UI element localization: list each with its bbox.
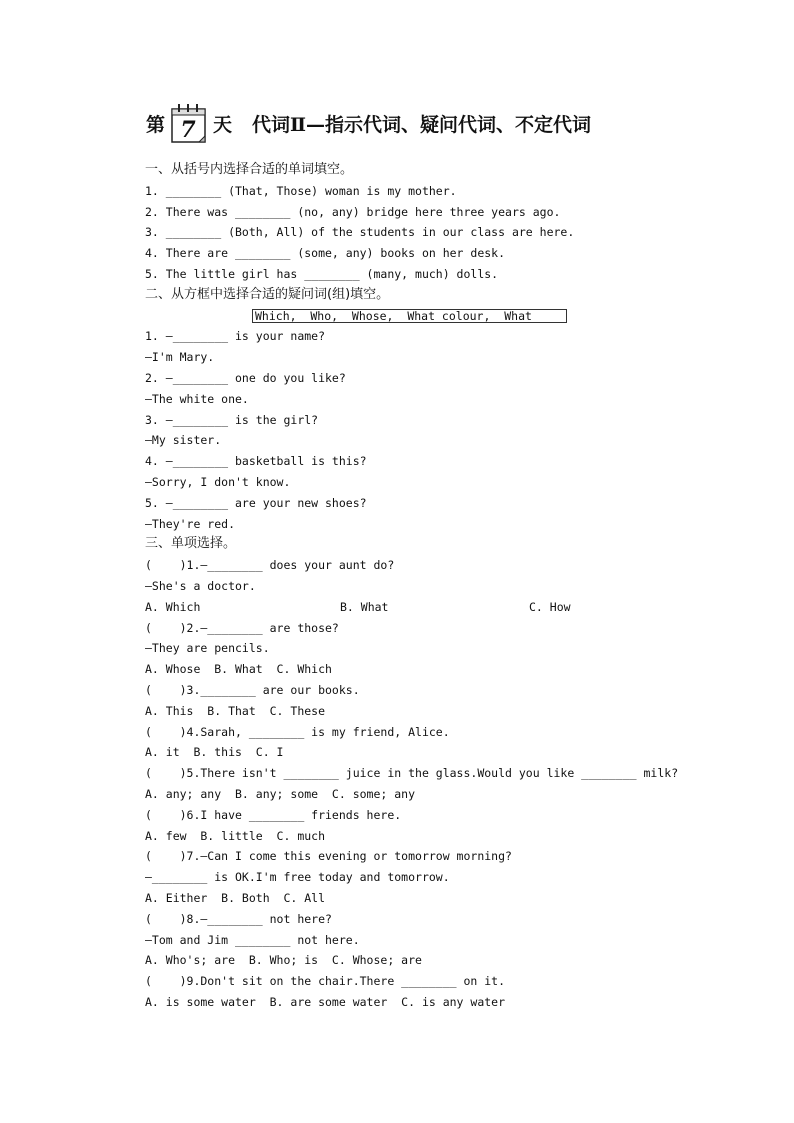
list-item: —I'm Mary. xyxy=(145,350,215,364)
list-item: 1. —________ is your name? xyxy=(145,329,326,343)
list-item: A. Whose B. What C. Which xyxy=(145,662,332,676)
list-item: 3. —________ is the girl? xyxy=(145,413,319,427)
list-item: ( )6.I have ________ friends here. xyxy=(145,808,402,822)
list-item: A. Who's; are B. Who; is C. Whose; are xyxy=(145,953,422,967)
list-item: 2. —________ one do you like? xyxy=(145,371,346,385)
list-item: 4. There are ________ (some, any) books on her desk. xyxy=(145,246,506,260)
question-answer: —She's a doctor. xyxy=(145,579,256,593)
list-item: —My sister. xyxy=(145,433,222,447)
list-item: A. Either B. Both C. All xyxy=(145,891,326,905)
list-item: 4. —________ basketball is this? xyxy=(145,454,367,468)
list-item: ( )2.—________ are those? xyxy=(145,621,339,635)
word-options-box: Which, Who, Whose, What colour, What xyxy=(252,309,567,323)
list-item: ( )3.________ are our books. xyxy=(145,683,360,697)
list-item: 5. The little girl has ________ (many, much) dolls. xyxy=(145,267,499,281)
list-item: A. any; any B. any; some C. some; any xyxy=(145,787,416,801)
title-prefix: 第 xyxy=(146,113,166,136)
title-topic: 代词Ⅱ—指示代词、疑问代词、不定代词 xyxy=(252,113,592,136)
list-item: ( )5.There isn't ________ juice in the glass.Would you like ________ milk? xyxy=(145,766,679,780)
list-item: —The white one. xyxy=(145,392,249,406)
list-item: 1. ________ (That, Those) woman is my mother. xyxy=(145,184,457,198)
question-stem: ( )1.—________ does your aunt do? xyxy=(145,558,395,572)
list-item: —They're red. xyxy=(145,517,236,531)
list-item: 5. —________ are your new shoes? xyxy=(145,496,367,510)
list-item: —Sorry, I don't know. xyxy=(145,475,291,489)
list-item: A. it B. this C. I xyxy=(145,745,284,759)
list-item: —________ is OK.I'm free today and tomorrow. xyxy=(145,870,450,884)
list-item: —Tom and Jim ________ not here. xyxy=(145,933,360,947)
list-item: A. This B. That C. These xyxy=(145,704,326,718)
section1-heading: 一、从括号内选择合适的单词填空。 xyxy=(145,162,354,177)
option-c: C. How xyxy=(529,600,571,614)
section2-heading: 二、从方框中选择合适的疑问词(组)填空。 xyxy=(145,287,390,302)
list-item: ( )9.Don't sit on the chair.There ________ on it. xyxy=(145,974,506,988)
list-item: ( )7.—Can I come this evening or tomorrow morning? xyxy=(145,849,512,863)
option-a: A. Which xyxy=(145,600,201,614)
list-item: ( )8.—________ not here? xyxy=(145,912,332,926)
day-number: 7 xyxy=(180,117,196,143)
page-title xyxy=(146,98,706,148)
list-item: 2. There was ________ (no, any) bridge here three years ago. xyxy=(145,205,561,219)
list-item: A. few B. little C. much xyxy=(145,829,326,843)
list-item: 3. ________ (Both, All) of the students in our class are here. xyxy=(145,225,575,239)
list-item: —They are pencils. xyxy=(145,641,270,655)
title-suffix: 天 xyxy=(213,113,233,136)
list-item: A. is some water B. are some water C. is any water xyxy=(145,995,506,1009)
section3-heading: 三、单项选择。 xyxy=(145,536,237,551)
calendar-icon xyxy=(169,101,209,145)
option-b: B. What xyxy=(340,600,389,614)
list-item: ( )4.Sarah, ________ is my friend, Alice. xyxy=(145,725,450,739)
